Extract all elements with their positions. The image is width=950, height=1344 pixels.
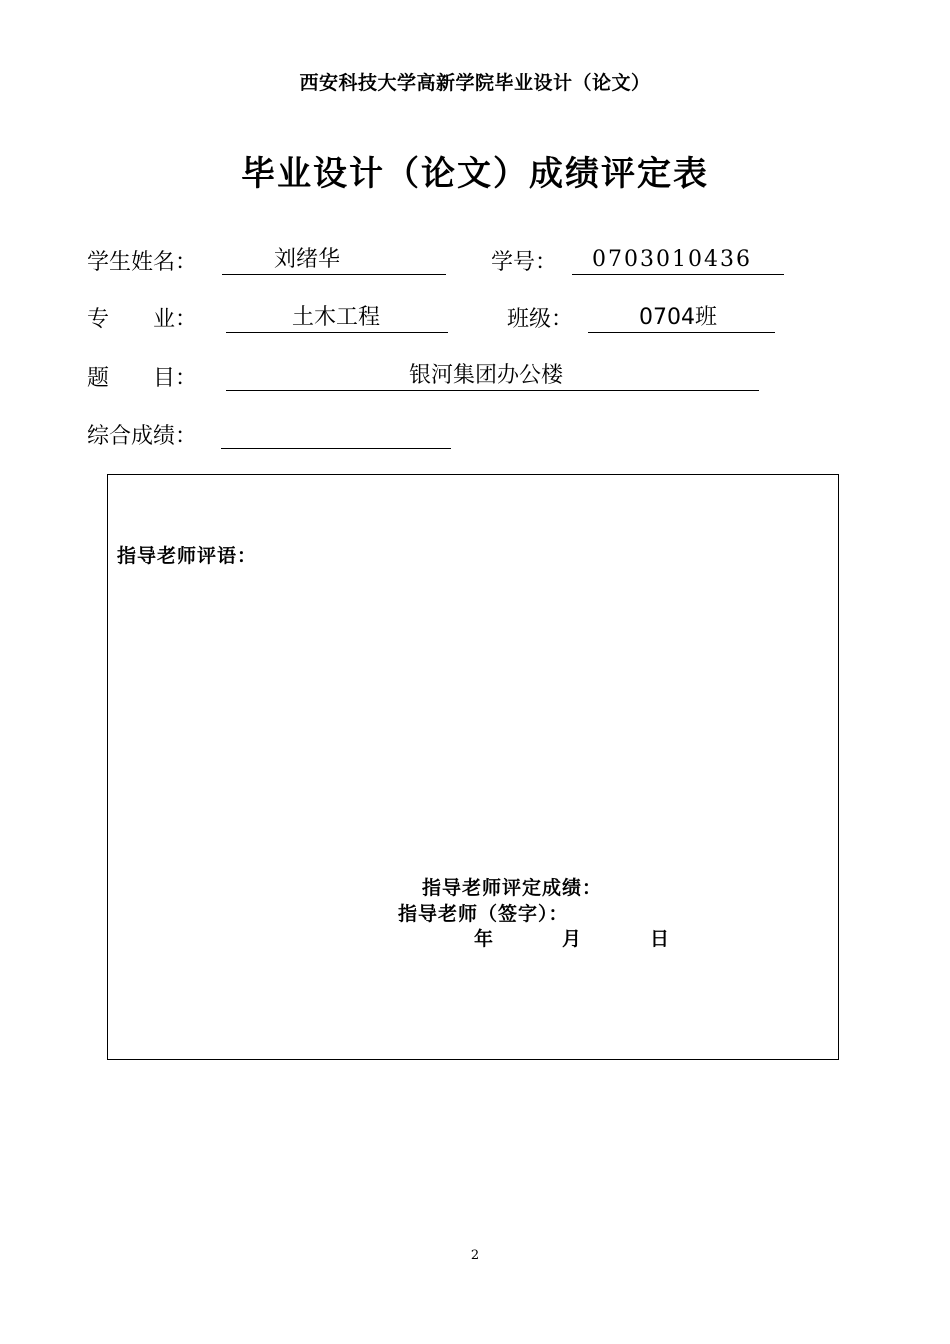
student-id-value: 0703010436 [592,247,752,272]
student-name-field[interactable] [222,246,446,275]
date-day-label: 日 [650,928,671,950]
date-month-label: 月 [562,928,583,950]
topic-value: 银河集团办公楼 [408,363,563,388]
overall-score-field[interactable] [221,420,451,449]
advisor-grade-label: 指导老师评定成绩： [422,877,603,899]
class-label: 班级： [507,307,574,332]
advisor-signature-label: 指导老师（签字）： [398,903,569,925]
class-field[interactable] [588,304,775,333]
major-field[interactable] [226,304,448,333]
major-label: 专 业： [87,307,198,332]
student-id-label: 学号： [491,250,558,275]
class-value: 0704班 [639,305,717,330]
page-number: 2 [470,1248,480,1263]
overall-score-label: 综合成绩： [87,424,198,449]
page-header: 西安科技大学高新学院毕业设计（论文） [299,72,651,94]
student-name-value: 刘绪华 [273,247,340,272]
date-year-label: 年 [474,928,495,950]
topic-label: 题 目： [87,366,198,391]
student-name-label: 学生姓名： [87,250,198,275]
major-value: 土木工程 [291,305,380,330]
evaluation-box [107,474,839,1060]
advisor-comment-label: 指导老师评语： [117,545,258,567]
student-id-field[interactable] [572,246,784,275]
topic-field[interactable] [226,362,759,391]
page-title: 毕业设计（论文）成绩评定表 [241,154,709,194]
